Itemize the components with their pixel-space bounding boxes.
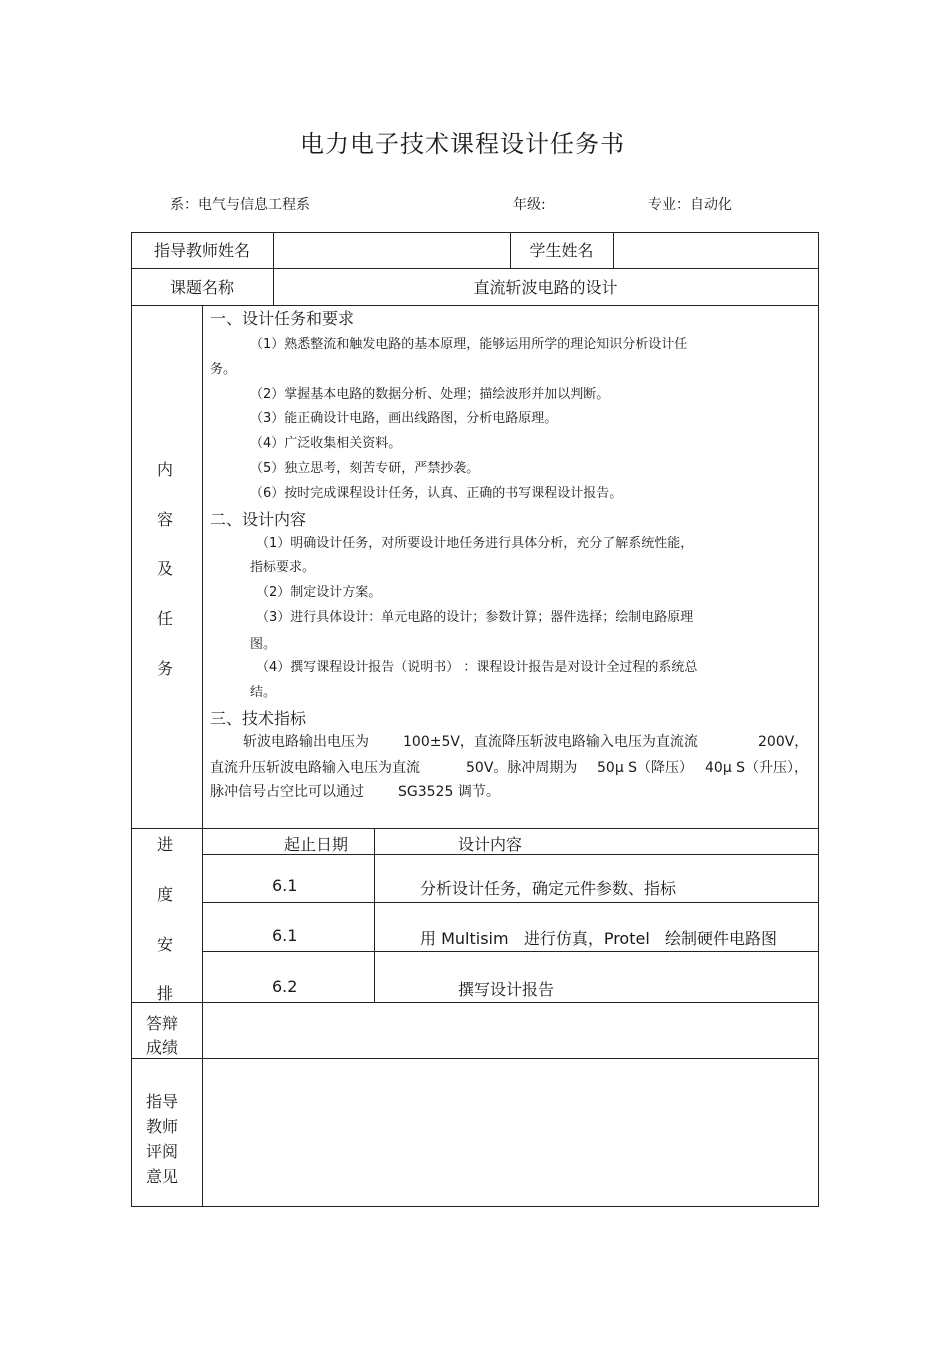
row-divider [131, 1002, 819, 1003]
content-item: 指标要求。 [250, 560, 316, 575]
department-label: 系：电气与信息工程系 [170, 197, 310, 213]
schedule-label-char: 进 [156, 835, 173, 854]
defense-grade-label: 成绩 [146, 1038, 179, 1057]
schedule-col-content: 设计内容 [458, 835, 523, 854]
schedule-content: 撰写设计报告 [458, 980, 555, 999]
topic-label: 课题名称 [169, 278, 234, 297]
schedule-label-char: 度 [156, 885, 173, 904]
requirement-item: （1）熟悉整流和触发电路的基本原理，能够运用所学的理论知识分析设计任 [250, 337, 688, 352]
grade-label: 年级: [513, 197, 546, 213]
page-title: 电力电子技术课程设计任务书 [300, 130, 625, 158]
spec-text: 直流升压斩波电路输入电压为直流 [210, 760, 420, 776]
spec-text: SG3525 调节。 [398, 784, 500, 800]
section-heading: 一、设计任务和要求 [210, 309, 355, 328]
row-divider [131, 1058, 819, 1059]
advisor-name-label: 指导教师姓名 [153, 241, 250, 260]
topic-value: 直流斩波电路的设计 [473, 278, 618, 297]
defense-grade-label: 答辩 [146, 1014, 179, 1033]
schedule-label-char: 安 [156, 935, 173, 954]
content-item: （1）明确设计任务，对所要设计地任务进行具体分析，充分了解系统性能， [256, 536, 694, 551]
advisor-comment-label: 教师 [146, 1117, 179, 1136]
defense-grade-field[interactable] [210, 1008, 810, 1052]
col-divider [613, 232, 614, 268]
spec-text: 脉冲信号占空比可以通过 [210, 784, 364, 800]
table-border-left [131, 232, 132, 1207]
content-item: 结。 [250, 685, 277, 700]
spec-text: 50μ S（降压） [597, 760, 694, 776]
spec-text: 100±5V，直流降压斩波电路输入电压为直流流 [403, 734, 698, 750]
content-label-char: 内 [156, 460, 173, 479]
content-item: （4）撰写课程设计报告（说明书） ：课程设计报告是对设计全过程的系统总 [256, 660, 698, 675]
requirement-item: 务。 [210, 362, 237, 377]
advisor-comment-field[interactable] [210, 1064, 810, 1200]
schedule-row-divider [202, 951, 819, 952]
major-label: 专业：自动化 [648, 197, 732, 213]
spec-text: 斩波电路输出电压为 [243, 734, 369, 750]
requirement-item: （4）广泛收集相关资料。 [250, 436, 402, 451]
schedule-row-divider [202, 902, 819, 903]
requirement-item: （5）独立思考，刻苦专研，严禁抄袭。 [250, 461, 480, 476]
content-label-char: 容 [156, 510, 173, 529]
schedule-col-divider [374, 828, 375, 1002]
advisor-comment-label: 评阅 [146, 1142, 179, 1161]
row-divider [131, 268, 819, 269]
schedule-content: 分析设计任务，确定元件参数、指标 [420, 879, 677, 898]
content-label-char: 任 [156, 609, 173, 628]
table-border-right [818, 232, 819, 1207]
requirement-item: （3）能正确设计电路，画出线路图，分析电路原理。 [250, 411, 558, 426]
schedule-col-date: 起止日期 [284, 835, 349, 854]
table-border-bottom [131, 1206, 819, 1207]
advisor-comment-label: 意见 [146, 1167, 179, 1186]
section-heading: 三、技术指标 [210, 709, 307, 728]
content-label-char: 及 [156, 559, 173, 578]
schedule-label-char: 排 [156, 984, 173, 1003]
schedule-date: 6.1 [272, 876, 298, 895]
content-item: 图。 [250, 637, 277, 652]
table-border-top [131, 232, 819, 233]
content-label-char: 务 [156, 659, 173, 678]
content-item: （2）制定设计方案。 [256, 585, 382, 600]
content-item: （3）进行具体设计：单元电路的设计；参数计算；器件选择；绘制电路原理 [256, 610, 694, 625]
spec-text: 50V。脉冲周期为 [466, 760, 578, 776]
requirement-item: （2）掌握基本电路的数据分析、处理；描绘波形并加以判断。 [250, 387, 610, 402]
schedule-date: 6.2 [272, 977, 298, 996]
row-divider [131, 828, 819, 829]
requirement-item: （6）按时完成课程设计任务，认真、正确的书写课程设计报告。 [250, 486, 623, 501]
label-col-divider [202, 305, 203, 1206]
section-heading: 二、设计内容 [210, 510, 307, 529]
schedule-date: 6.1 [272, 926, 298, 945]
advisor-comment-label: 指导 [146, 1092, 179, 1111]
student-name-label: 学生姓名 [529, 241, 594, 260]
spec-text: 40μ S（升压）， [705, 760, 809, 776]
schedule-content: 用 Multisim 进行仿真，Protel 绘制硬件电路图 [420, 929, 778, 948]
spec-text: 200V， [758, 734, 809, 750]
